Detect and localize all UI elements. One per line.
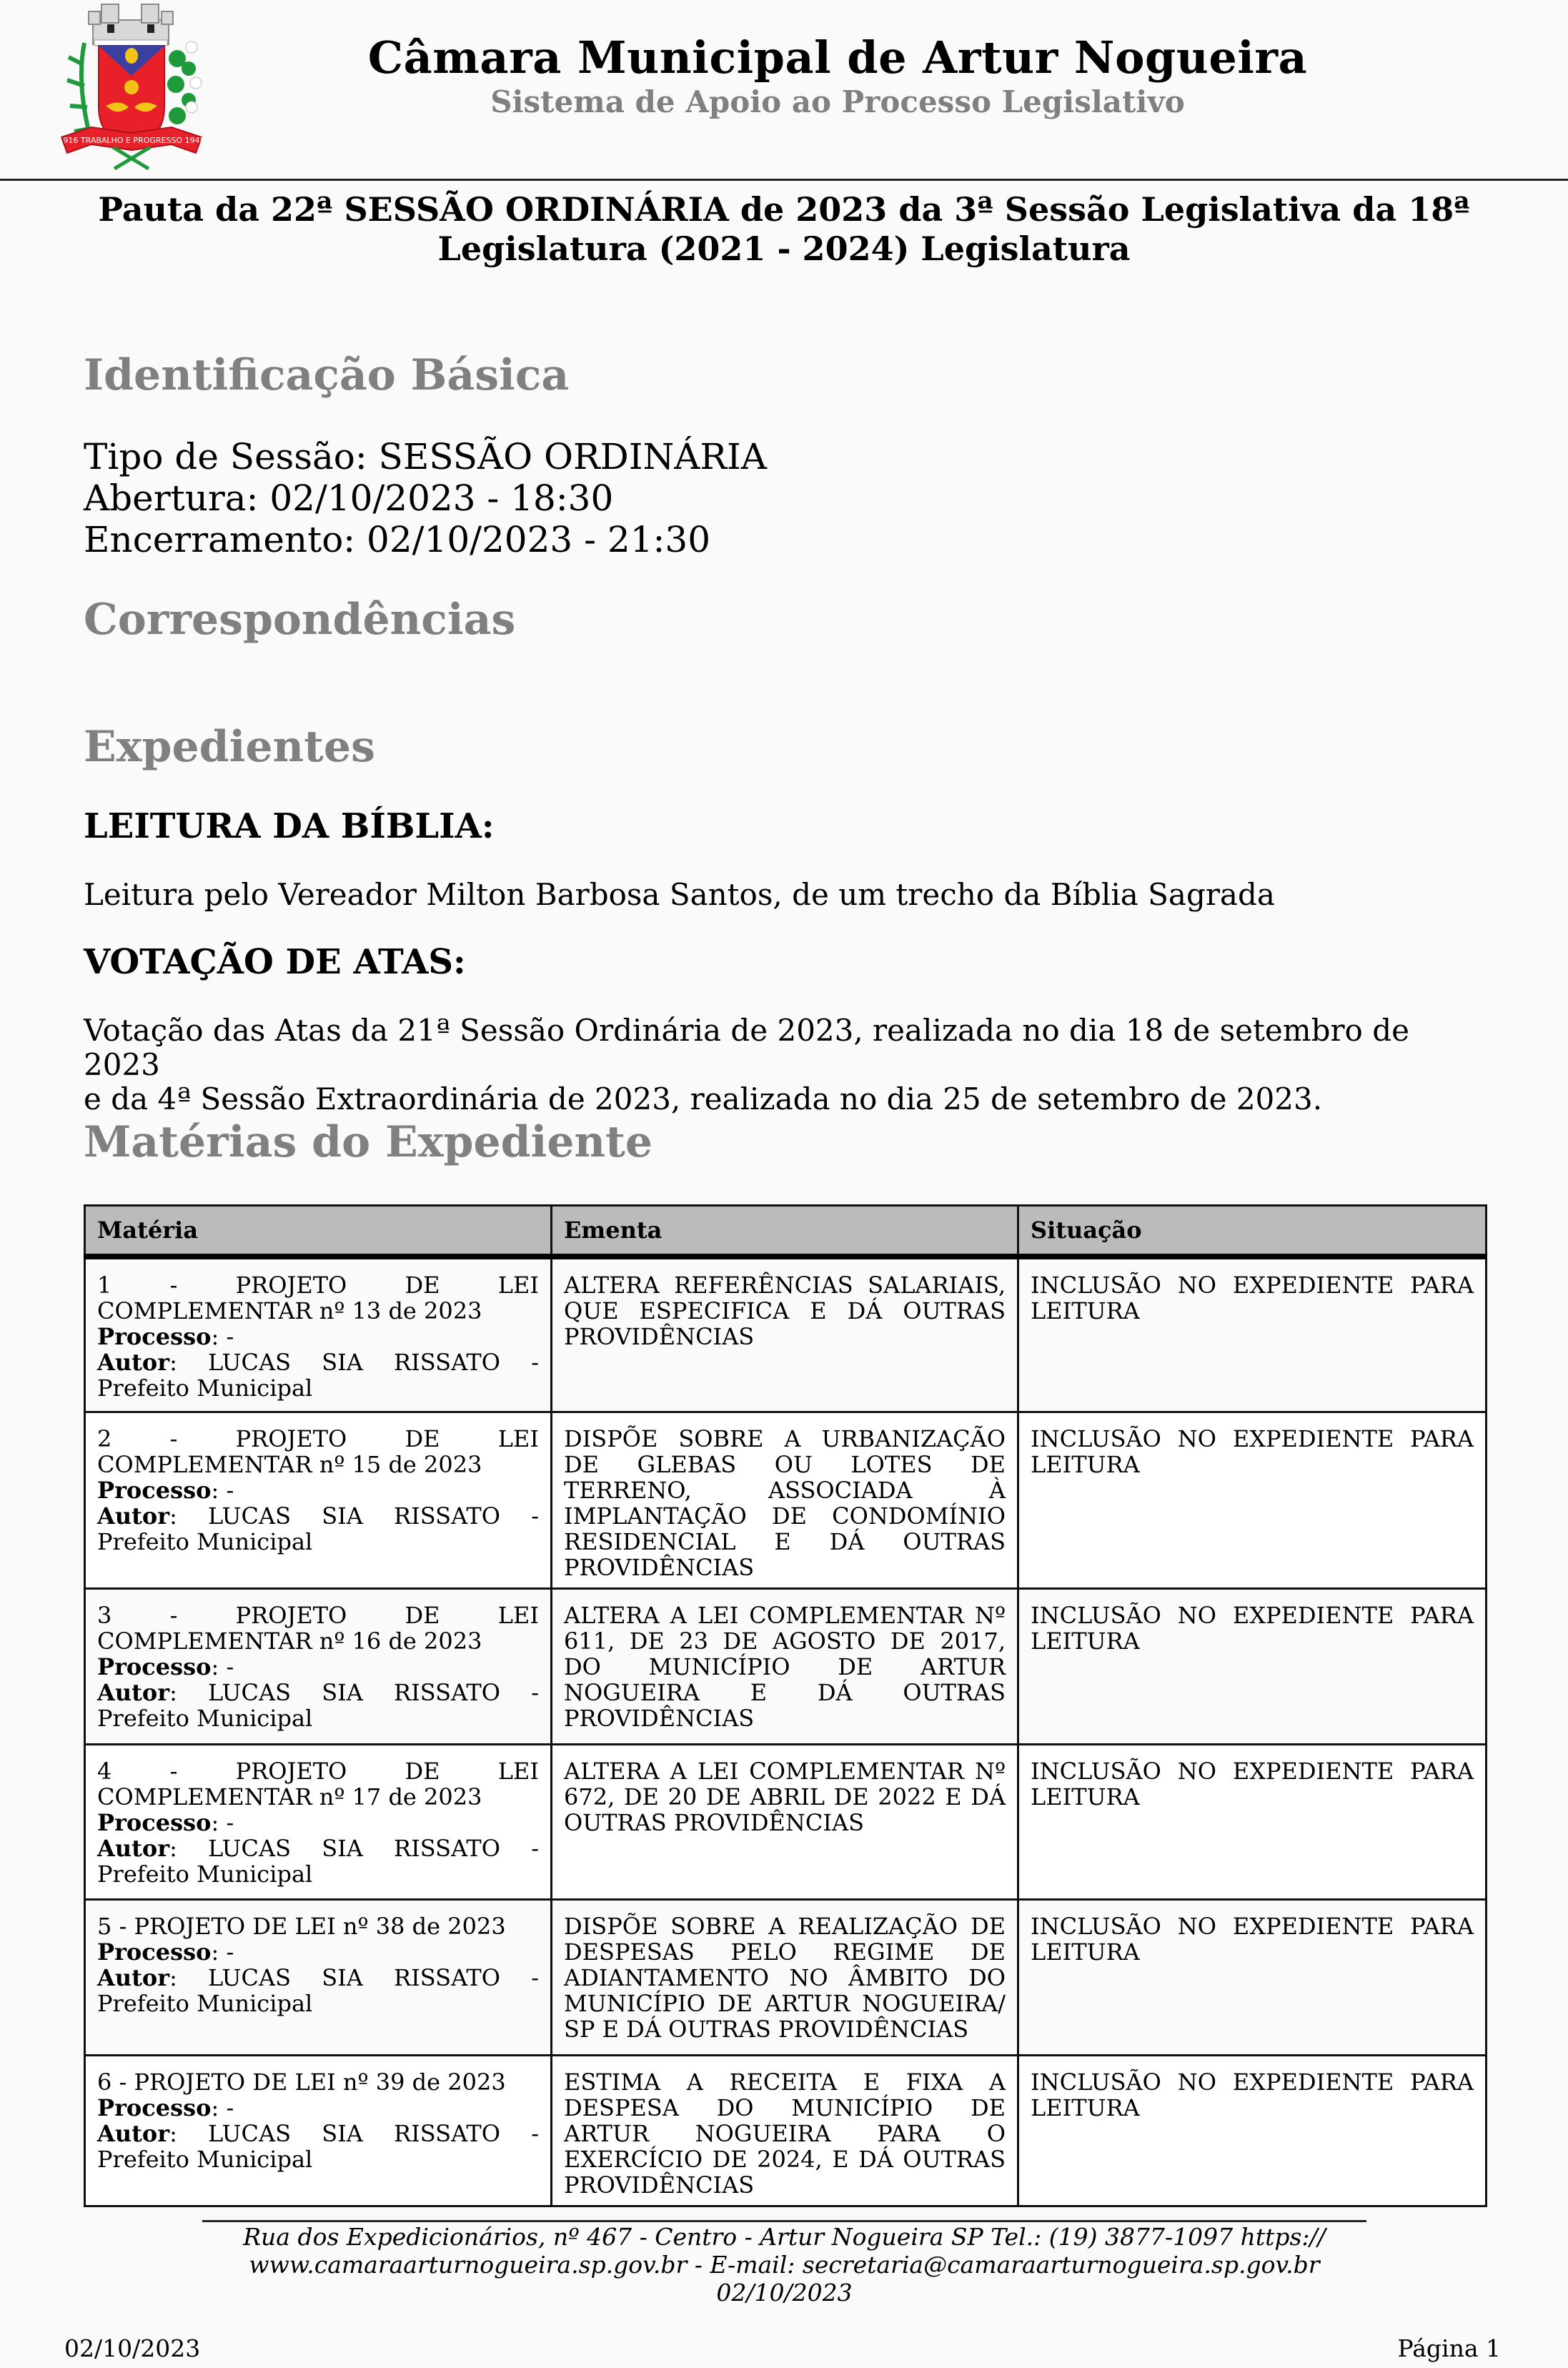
processo-value: : - [211, 2094, 234, 2121]
cell-ementa: DISPÕE SOBRE A REALIZAÇÃO DE DESPESAS PELO REGIME DE ADIANTAMENTO NO ÂMBITO DO MUNICÍPIO DE ARTUR NOGUEIRA/ SP E DÁ OUTRAS PROVIDÊNCIAS [552, 1899, 1018, 2055]
footer-address [202, 2223, 1366, 2307]
materia-title[interactable]: 1 - PROJETO DE LEI COMPLEMENTAR nº 13 de 2023 [97, 1272, 539, 1324]
processo-label: Processo [97, 2094, 212, 2121]
pauta-title [71, 190, 1497, 269]
materia-autor [97, 1965, 539, 2016]
materia-title[interactable]: 4 - PROJETO DE LEI COMPLEMENTAR nº 17 de 2023 [97, 1757, 539, 1810]
cell-materia [85, 1412, 552, 1588]
votacao-atas-line-1: Votação das Atas da 21ª Sessão Ordinária de 2023, realizada no dia 18 de setembro de 2023 [84, 1013, 1409, 1082]
materia-processo [97, 1324, 539, 1349]
materia-autor [97, 1836, 539, 1887]
table-row [85, 1744, 1487, 1899]
cell-materia [85, 1257, 552, 1412]
cell-ementa: DISPÕE SOBRE A URBANIZAÇÃO DE GLEBAS OU LOTES DE TERRENO, ASSOCIADA À IMPLANTAÇÃO DE CONDOMÍNIO RESIDENCIAL E DÁ OUTRAS PROVIDÊNCIAS [552, 1412, 1018, 1588]
materia-title[interactable]: 5 - PROJETO DE LEI nº 38 de 2023 [97, 1912, 506, 1940]
materia-processo [97, 1939, 539, 1965]
logo-banner-text: 1916 TRABALHO E PROGRESSO 1948 [58, 136, 205, 145]
materia-autor [97, 1503, 539, 1555]
autor-label: Autor [97, 1834, 170, 1862]
autor-value: : LUCAS SIA RISSATO - Prefeito Municipal [97, 1349, 539, 1402]
print-date: 02/10/2023 [64, 2334, 201, 2362]
cell-situacao: INCLUSÃO NO EXPEDIENTE PARA LEITURA [1018, 1588, 1487, 1744]
table-row [85, 1588, 1487, 1744]
processo-value: : - [211, 1653, 234, 1680]
section-heading-identificacao: Identificação Básica [84, 350, 570, 400]
processo-value: : - [211, 1476, 234, 1504]
autor-label: Autor [97, 1678, 170, 1706]
materia-processo [97, 2095, 539, 2121]
org-subtitle: Sistema de Apoio ao Processo Legislativo [490, 84, 1185, 119]
footer-address-line-2: www.camaraarturnogueira.sp.gov.br - E-mail: secretaria@camaraarturnogueira.sp.gov.br [249, 2251, 1320, 2279]
cell-materia [85, 1899, 552, 2055]
votacao-atas-text [84, 1014, 1488, 1116]
pauta-title-line-2: Legislatura (2021 - 2024) Legislatura [437, 229, 1131, 268]
autor-label: Autor [97, 1963, 170, 1991]
cell-situacao: INCLUSÃO NO EXPEDIENTE PARA LEITURA [1018, 1744, 1487, 1899]
abertura: Abertura: 02/10/2023 - 18:30 [84, 477, 614, 519]
processo-value: : - [211, 1938, 234, 1966]
votacao-atas-line-2: e da 4ª Sessão Extraordinária de 2023, realizada no dia 25 de setembro de 2023. [84, 1081, 1323, 1116]
processo-label: Processo [97, 1938, 212, 1966]
materia-processo [97, 1477, 539, 1503]
autor-value: : LUCAS SIA RISSATO - Prefeito Municipal [97, 1502, 539, 1555]
org-title: Câmara Municipal de Artur Nogueira [367, 31, 1308, 84]
processo-label: Processo [97, 1653, 212, 1680]
encerramento: Encerramento: 02/10/2023 - 21:30 [84, 519, 711, 560]
pauta-title-line-1: Pauta da 22ª SESSÃO ORDINÁRIA de 2023 da 3ª Sessão Legislativa da 18ª [98, 190, 1470, 229]
votacao-atas-heading: VOTAÇÃO DE ATAS: [84, 942, 466, 982]
footer-date: 02/10/2023 [716, 2279, 853, 2307]
materia-autor [97, 1349, 539, 1401]
section-heading-expedientes: Expedientes [84, 722, 375, 772]
table-header-row [85, 1206, 1487, 1257]
footer-divider [202, 2220, 1366, 2222]
cell-situacao: INCLUSÃO NO EXPEDIENTE PARA LEITURA [1018, 1899, 1487, 2055]
materia-autor [97, 1680, 539, 1731]
materia-processo [97, 1654, 539, 1680]
autor-label: Autor [97, 2119, 170, 2147]
processo-label: Processo [97, 1808, 212, 1836]
tipo-sessao: Tipo de Sessão: SESSÃO ORDINÁRIA [84, 436, 767, 477]
materias-table [84, 1204, 1487, 2207]
autor-value: : LUCAS SIA RISSATO - Prefeito Municipal [97, 1678, 539, 1732]
materia-processo [97, 1810, 539, 1836]
processo-label: Processo [97, 1476, 212, 1504]
cell-materia [85, 2055, 552, 2206]
cell-materia [85, 1744, 552, 1899]
column-header-materia: Matéria [85, 1206, 552, 1257]
autor-label: Autor [97, 1349, 170, 1376]
page-number: Página 1 [1397, 2334, 1501, 2362]
table-row [85, 2055, 1487, 2206]
materia-autor [97, 2121, 539, 2172]
header-divider [0, 179, 1568, 181]
cell-ementa: ALTERA A LEI COMPLEMENTAR Nº 672, DE 20 DE ABRIL DE 2022 E DÁ OUTRAS PROVIDÊNCIAS [552, 1744, 1018, 1899]
cell-situacao: INCLUSÃO NO EXPEDIENTE PARA LEITURA [1018, 2055, 1487, 2206]
cell-situacao: INCLUSÃO NO EXPEDIENTE PARA LEITURA [1018, 1257, 1487, 1412]
materia-title[interactable]: 2 - PROJETO DE LEI COMPLEMENTAR nº 15 de 2023 [97, 1425, 539, 1478]
materia-title[interactable]: 3 - PROJETO DE LEI COMPLEMENTAR nº 16 de 2023 [97, 1601, 539, 1655]
cell-ementa: ESTIMA A RECEITA E FIXA A DESPESA DO MUNICÍPIO DE ARTUR NOGUEIRA PARA O EXERCÍCIO DE 2024, E DÁ OUTRAS PROVIDÊNCIAS [552, 2055, 1018, 2206]
cell-ementa: ALTERA REFERÊNCIAS SALARIAIS, QUE ESPECIFICA E DÁ OUTRAS PROVIDÊNCIAS [552, 1257, 1018, 1412]
autor-value: : LUCAS SIA RISSATO - Prefeito Municipal [97, 2119, 539, 2173]
column-header-situacao: Situação [1018, 1206, 1487, 1257]
column-header-ementa: Ementa [552, 1206, 1018, 1257]
autor-value: : LUCAS SIA RISSATO - Prefeito Municipal [97, 1834, 539, 1888]
processo-value: : - [211, 1808, 234, 1836]
cell-materia [85, 1588, 552, 1744]
section-heading-correspondencias: Correspondências [84, 595, 516, 645]
autor-label: Autor [97, 1502, 170, 1530]
autor-value: : LUCAS SIA RISSATO - Prefeito Municipal [97, 1963, 539, 2017]
section-heading-materias: Matérias do Expediente [84, 1117, 653, 1167]
cell-ementa: ALTERA A LEI COMPLEMENTAR Nº 611, DE 23 DE AGOSTO DE 2017, DO MUNICÍPIO DE ARTUR NOGUEIRA E DÁ OUTRAS PROVIDÊNCIAS [552, 1588, 1018, 1744]
footer-address-line-1: Rua dos Expedicionários, nº 467 - Centro - Artur Nogueira SP Tel.: (19) 3877-1097 https:// [243, 2223, 1326, 2251]
leitura-biblia-heading: LEITURA DA BÍBLIA: [84, 806, 495, 846]
processo-label: Processo [97, 1323, 212, 1350]
materia-title[interactable]: 6 - PROJETO DE LEI nº 39 de 2023 [97, 2068, 506, 2096]
table-row [85, 1899, 1487, 2055]
table-row [85, 1257, 1487, 1412]
table-row [85, 1412, 1487, 1588]
processo-value: : - [211, 1323, 234, 1350]
cell-situacao: INCLUSÃO NO EXPEDIENTE PARA LEITURA [1018, 1412, 1487, 1588]
leitura-biblia-text: Leitura pelo Vereador Milton Barbosa Santos, de um trecho da Bíblia Sagrada [84, 877, 1275, 912]
